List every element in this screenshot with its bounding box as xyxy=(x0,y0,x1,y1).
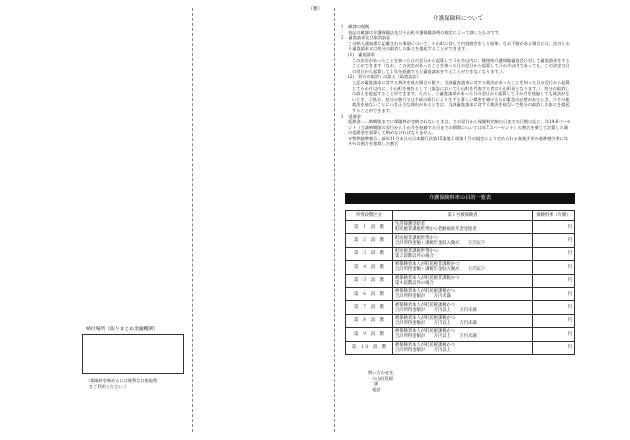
rate-row-description-line: 合計所得金額＋課税年金収入額が 万円以下 xyxy=(395,240,486,246)
rate-table xyxy=(345,210,575,355)
rate-row xyxy=(346,221,575,234)
rate-row-description-line: 被保険者本人が町民税非課税かつ xyxy=(395,275,460,281)
rate-row-amount: 円 xyxy=(533,301,575,314)
rate-row-description-line: 被保険者本人が町民税非課税かつ xyxy=(395,262,460,268)
account-transfer-note-line: をご利用ください。） xyxy=(89,383,129,389)
notice-section xyxy=(340,35,572,113)
section-item-heading: (1) 審査請求 xyxy=(348,51,375,57)
rate-row-description-line: 合計所得金額＋課税年金収入額が 万円以下 xyxy=(395,267,486,273)
fold-line-left xyxy=(192,8,193,432)
payment-place-title: 納付場所（取りまとめ金融機関） xyxy=(86,327,158,332)
rate-row-amount: 円 xyxy=(533,274,575,287)
rate-row xyxy=(346,328,575,341)
rate-row-description-line: 第４段階以外の場合 xyxy=(395,280,434,286)
header-insured: 第１号被保険者 xyxy=(393,211,533,221)
section-body: この納入通知書に記載された事項について、小山町に対して内容照会をした結果、なお不服がある場合には、次のとおり審査請求又は処分の取消しの訴えを提起することができます。 xyxy=(348,40,570,52)
rate-row-description-line: 第２段階以外の場合 xyxy=(395,253,434,259)
rate-table-title: 介護保険料率の目的一覧表 xyxy=(345,193,575,204)
rate-row-description xyxy=(393,274,533,287)
rate-row xyxy=(346,301,575,314)
rate-row-description-line: 町民税非課税世帯かつ xyxy=(395,235,438,241)
rate-row-stage: 第 ６ 段 階 xyxy=(346,287,393,300)
section-note: ※特例基準割合…前年11月末日の日本銀行法第15条第１項第１号の規定により定められる商業手形の基準割引率に年４％の割合を加算した割合 xyxy=(348,135,569,147)
header-rate: 保険料率（年額） xyxy=(533,211,575,221)
rate-row xyxy=(346,274,575,287)
rate-row-amount: 円 xyxy=(533,287,575,300)
contact-label: 問い合わせ先 xyxy=(368,370,394,375)
rate-row-description-line: 合計所得金額が 万円以上 万円未満 xyxy=(395,307,477,313)
notice-block xyxy=(340,14,572,147)
notice-section xyxy=(340,114,572,148)
rate-row-stage: 第 ９ 段 階 xyxy=(346,328,393,341)
payment-place-box xyxy=(82,334,184,374)
rate-row-stage: 第 ４ 段 階 xyxy=(346,261,393,274)
rate-row-amount: 円 xyxy=(533,261,575,274)
rate-row-description xyxy=(393,301,533,314)
rate-row-description-line: 合計所得金額が 万円以上 xyxy=(395,347,451,353)
rate-row-stage: 第 １ 段 階 xyxy=(346,221,393,234)
header-stage: 所得段階区分 xyxy=(346,211,393,221)
section-body: 延滞金……納期限までに保険料が完納されないときは、その翌日から保険料完納の日までの日数に応じ、年14.6パーセント（当該納期限の翌日から１か月を経過する日までの期間については年7.3パーセント）の割合を乗じて計算した額の延滞金を加算して納めなければなりません。 xyxy=(348,119,571,136)
section-item-body: 上記の審査請求に対する裁決を経た場合に限り、当該審査請求に対する裁決があったことを知った日の翌日から起算して６か月以内に、小山町を被告として（訴訟において小山町を代表する者は小山町長となります。）、処分の取消しの訴えを提起することができます。ただし、①審査請求があった日の翌日から起算して３か月を経過しても裁決がないとき、②処分、処分の執行又は手続の続行により生ずる著しい損害を避けるため緊急の必要があるとき、③その他裁決を経ないことにつき正当な理由があるときは、当該審査請求に対する裁決を経ないで処分の取消しの訴えを提起することができます。 xyxy=(352,79,570,113)
rate-row-amount: 円 xyxy=(533,247,575,260)
rate-row-stage: 第 ５ 段 階 xyxy=(346,274,393,287)
rate-row-description-line: 被保険者本人が町民税課税かつ xyxy=(395,329,456,335)
rate-table-header-row xyxy=(346,211,575,221)
contact-section: 課 xyxy=(374,381,379,387)
fold-line-right xyxy=(334,8,335,432)
account-transfer-note xyxy=(86,378,196,389)
rate-row xyxy=(346,247,575,260)
section-item-heading: (2) 処分の取消しの訴え（取消訴訟） xyxy=(348,74,421,80)
notice-title: 介護保険料について xyxy=(432,16,484,22)
notice-section xyxy=(340,24,572,35)
rate-row-amount: 円 xyxy=(533,314,575,327)
rate-row-description xyxy=(393,261,533,274)
rate-row-stage: 第 ３ 段 階 xyxy=(346,247,393,260)
rate-row-description xyxy=(393,341,533,354)
section-item-body: この決定があったことを知った日の翌日から起算して３か月以内に、静岡県介護保険審査会に対して審査請求をすることができます（なお、この決定があったことを知った日の翌日から起算して３か月以内であっても、この決定の日の翌日から起算して１年を経過すると審査請求をすることができなくなります。）。 xyxy=(352,57,570,74)
rate-row-description-line: 被保険者本人が町民税課税かつ xyxy=(395,289,456,295)
contact-office: 小山町役場 xyxy=(372,375,393,381)
rate-row-description-line: 町民税非課税世帯かつ xyxy=(395,248,438,254)
contact-block xyxy=(368,370,393,392)
rate-row-description xyxy=(393,234,533,247)
rate-row-stage: 第 １０ 段 階 xyxy=(346,341,393,354)
rate-row-description-line: 町民税非課税世帯かつ老齢福祉年金受給者 xyxy=(395,227,477,233)
rate-row xyxy=(346,341,575,354)
section-heading: １ 賦課の根拠 xyxy=(340,24,370,29)
rate-row-stage: 第 ７ 段 階 xyxy=(346,301,393,314)
rate-row-description-line: 被保険者本人が町民税課税かつ xyxy=(395,315,456,321)
rate-row-description-line: 被保険者本人が町民税課税かつ xyxy=(395,342,456,348)
rate-row-description xyxy=(393,247,533,260)
contact-phone-label: 電話 xyxy=(372,386,381,392)
rate-row-description xyxy=(393,287,533,300)
rate-row-description xyxy=(393,221,533,234)
rate-row xyxy=(346,261,575,274)
section-body: 表記の賦課は介護保険法及び小山町介護保険条例の規定によって課したものです。 xyxy=(348,29,503,35)
section-heading: ２ 審査請求及び取消訴訟 xyxy=(340,35,391,41)
rate-row-amount: 円 xyxy=(533,221,575,234)
rate-row-description-line: 合計所得金額が 万円以上 万円未満 xyxy=(395,320,477,326)
back-side-label: （裏） xyxy=(308,7,323,12)
rate-row-amount: 円 xyxy=(533,341,575,354)
rate-row xyxy=(346,234,575,247)
account-transfer-note-line: （保険料を納めるには便利な口座振替 xyxy=(86,378,158,383)
rate-row-description-line: 生活保護受給者 xyxy=(395,222,426,228)
section-heading: ３ 延滞金 xyxy=(340,113,361,119)
rate-row-stage: 第 ２ 段 階 xyxy=(346,234,393,247)
rate-row-amount: 円 xyxy=(533,234,575,247)
rate-row xyxy=(346,314,575,327)
rate-row-amount: 円 xyxy=(533,328,575,341)
rate-row-description xyxy=(393,328,533,341)
rate-row-description xyxy=(393,314,533,327)
rate-row-description-line: 合計所得金額が 万円未満 xyxy=(395,294,451,300)
rate-row-description-line: 被保険者本人が町民税課税かつ xyxy=(395,302,456,308)
rate-row-stage: 第 ８ 段 階 xyxy=(346,314,393,327)
rate-row xyxy=(346,287,575,300)
rate-row-description-line: 合計所得金額が 万円以上 万円未満 xyxy=(395,334,477,340)
